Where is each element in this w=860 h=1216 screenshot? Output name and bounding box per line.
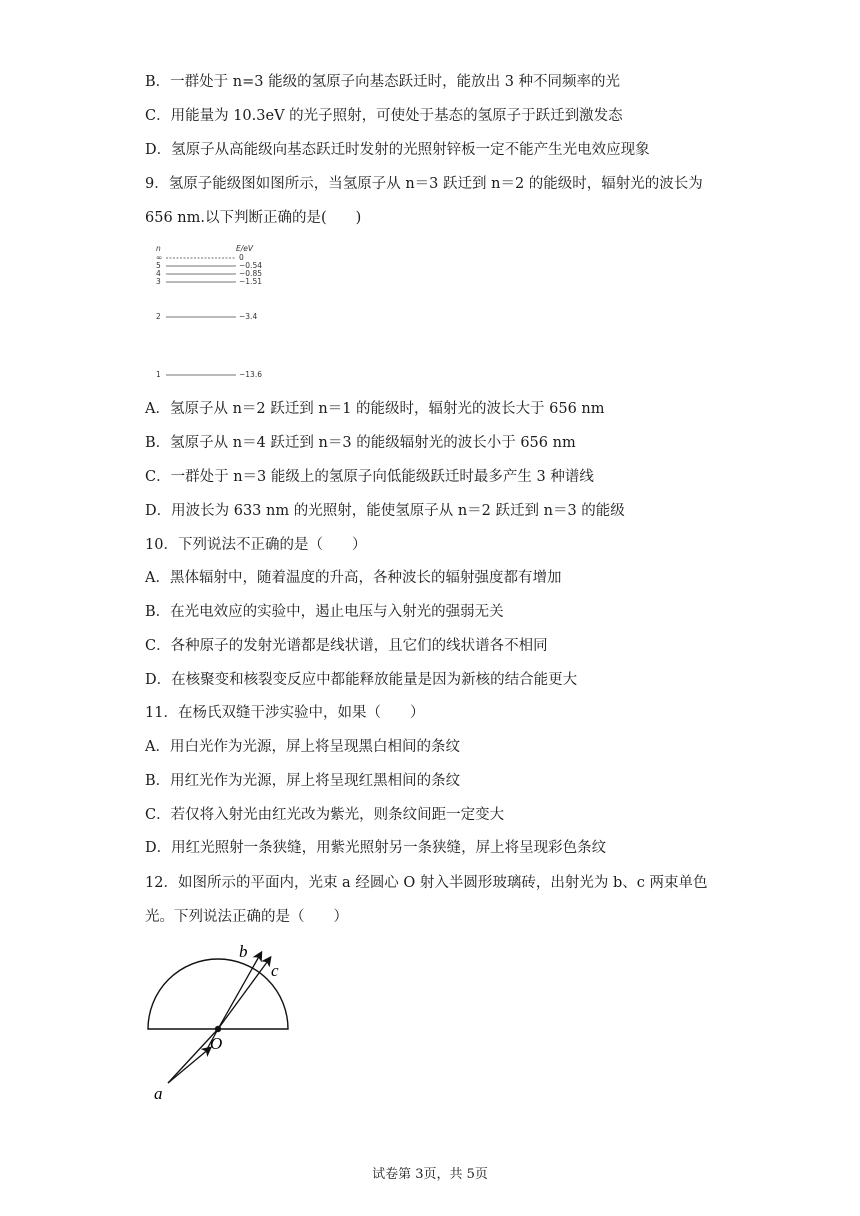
label-a: a — [154, 1084, 163, 1103]
option-d-q11: D．用红光照射一条狭缝，用紫光照射另一条狭缝，屏上将呈现彩色条纹 — [145, 840, 607, 856]
level-e-4: −0.85 — [239, 269, 262, 278]
center-point — [215, 1026, 221, 1032]
question-11-stem: 11．在杨氏双缝干涉实验中，如果（ ） — [145, 705, 425, 721]
ray-c — [218, 958, 270, 1029]
level-n-5: 5 — [156, 261, 161, 270]
level-n-3: 3 — [156, 277, 161, 286]
option-d-q10: D．在核聚变和核裂变反应中都能释放能量是因为新核的结合能更大 — [145, 672, 578, 688]
question-10-stem: 10．下列说法不正确的是（ ） — [145, 537, 367, 553]
label-b: b — [239, 942, 248, 961]
option-a-q9: A．氢原子从 n＝2 跃迁到 n＝1 的能级时，辐射光的波长大于 656 nm — [145, 401, 605, 417]
option-b-q9: B．氢原子从 n＝4 跃迁到 n＝3 的能级辐射光的波长小于 656 nm — [145, 435, 576, 451]
label-c: c — [271, 961, 279, 980]
level-e-5: −0.54 — [239, 261, 262, 270]
n-header: n — [156, 244, 161, 253]
label-o: O — [210, 1034, 223, 1053]
option-b-q11: B．用红光作为光源，屏上将呈现红黑相间的条纹 — [145, 773, 461, 789]
option-b-q8: B．一群处于 n=3 能级的氢原子向基态跃迁时，能放出 3 种不同频率的光 — [145, 74, 621, 90]
option-c-q10: C．各种原子的发射光谱都是线状谱，且它们的线状谱各不相同 — [145, 638, 548, 654]
ray-a — [168, 1048, 210, 1083]
question-9-stem: 9．氢原子能级图如图所示，当氢原子从 n＝3 跃迁到 n＝2 的能级时，辐射光的波长为 — [145, 176, 703, 192]
option-b-q10: B．在光电效应的实验中，遏止电压与入射光的强弱无关 — [145, 604, 504, 620]
level-e-1: −13.6 — [239, 370, 262, 379]
question-12-stem: 12．如图所示的平面内，光束 a 经圆心 O 射入半圆形玻璃砖，出射光为 b、c 两束单色 — [145, 875, 708, 891]
semicircle-glass-figure — [140, 935, 310, 1105]
question-12-stem-cont: 光。下列说法正确的是（ ） — [145, 909, 348, 925]
question-9-stem-cont: 656 nm.以下判断正确的是( ) — [145, 210, 362, 226]
option-c-q11: C．若仅将入射光由红光改为紫光，则条纹间距一定变大 — [145, 807, 505, 823]
level-e-3: −1.51 — [239, 277, 262, 286]
level-n-inf: ∞ — [156, 253, 163, 262]
option-d-q8: D．氢原子从高能级向基态跃迁时发射的光照射锌板一定不能产生光电效应现象 — [145, 142, 650, 158]
ray-b — [218, 953, 261, 1029]
semicircle-outline — [148, 959, 288, 1029]
option-a-q11: A．用白光作为光源，屏上将呈现黑白相间的条纹 — [145, 739, 460, 755]
level-n-1: 1 — [156, 370, 161, 379]
e-header: E/eV — [236, 244, 254, 253]
option-a-q10: A．黑体辐射中，随着温度的升高，各种波长的辐射强度都有增加 — [145, 570, 562, 586]
page-footer: 试卷第 3页，共 5页 — [372, 1167, 488, 1182]
option-c-q8: C．用能量为 10.3eV 的光子照射，可使处于基态的氢原子于跃迁到激发态 — [145, 108, 623, 124]
level-n-2: 2 — [156, 312, 161, 321]
energy-level-diagram — [150, 243, 270, 383]
level-n-4: 4 — [156, 269, 161, 278]
option-c-q9: C．一群处于 n＝3 能级上的氢原子向低能级跃迁时最多产生 3 种谱线 — [145, 469, 594, 485]
option-d-q9: D．用波长为 633 nm 的光照射，能使氢原子从 n＝2 跃迁到 n＝3 的能级 — [145, 503, 625, 519]
level-e-2: −3.4 — [239, 312, 258, 321]
level-e-inf: 0 — [239, 253, 244, 262]
